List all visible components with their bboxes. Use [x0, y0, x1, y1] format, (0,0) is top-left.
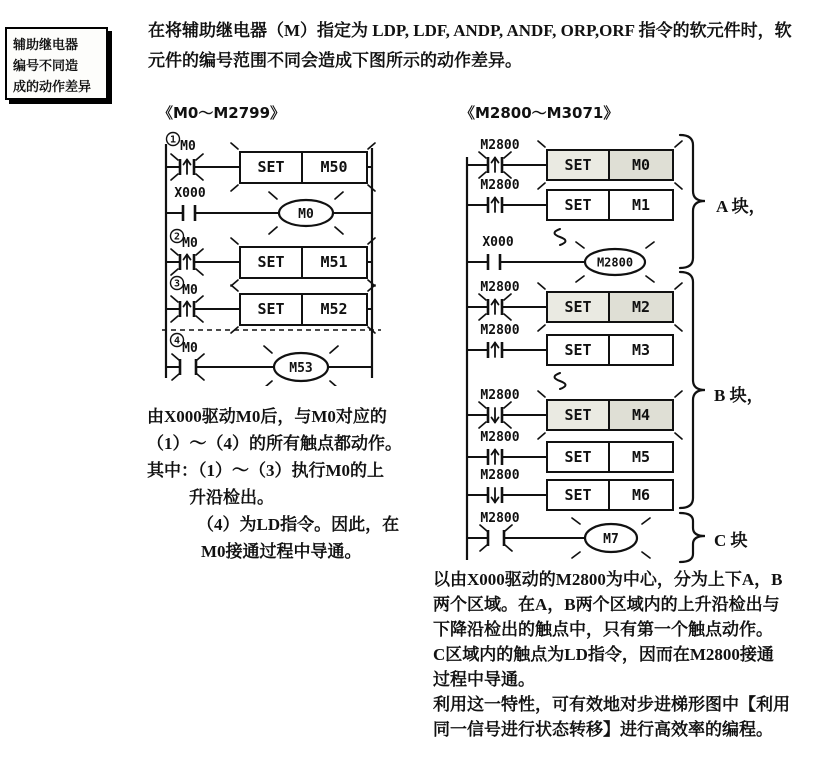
caption-line: 两个区域。在A，B两个区域内的上升沿检出与 [433, 595, 780, 614]
action-label: SET [564, 486, 592, 504]
device-label: M4 [631, 406, 651, 424]
ladder-row [467, 430, 673, 472]
ladder-diagram-m0 [140, 130, 390, 386]
rising-edge-icon [492, 158, 499, 173]
caption-line: （4）为LD指令。因此，在 [197, 515, 400, 534]
right-ladder-header: 《M2800～M3071》 [460, 104, 619, 122]
ladder-row [467, 468, 673, 510]
rising-edge-icon [184, 302, 191, 317]
device-label: M0 [631, 156, 651, 174]
action-label: SET [564, 196, 592, 214]
device-label: M52 [320, 300, 348, 318]
action-label: SET [257, 158, 285, 176]
action-label: SET [257, 300, 285, 318]
ladder-row [467, 178, 673, 220]
contact-label: M0 [182, 283, 198, 298]
caption-line: 以由X000驱动的M2800为中心，分为上下A，B [433, 570, 783, 589]
contact-label: M2800 [480, 280, 520, 295]
caption-line: M0接通过程中导通。 [201, 542, 362, 561]
contact-label: M0 [182, 341, 198, 356]
device-label: M6 [631, 486, 651, 504]
ladder-row [166, 334, 372, 387]
block-c-brace [680, 513, 705, 562]
block-a-brace [680, 135, 705, 268]
ladder-row [467, 235, 654, 282]
coil-label: M2800 [596, 255, 634, 270]
contact-label: X000 [482, 235, 514, 250]
contact-label: M2800 [480, 388, 520, 403]
rising-edge-icon [492, 343, 499, 358]
intro-line: 元件的编号范围不同会造成下图所示的动作差异。 [148, 51, 522, 70]
caption-line: 利用这一特性，可有效地对步进梯形图中【利用 [433, 695, 790, 714]
topic-label-line: 成的动作差异 [13, 79, 92, 94]
block-c-label: C 块 [714, 531, 748, 550]
ladder-row [166, 186, 372, 234]
block-a-label: A 块， [716, 197, 766, 216]
action-label: SET [564, 156, 592, 174]
block-b-brace [680, 272, 705, 508]
caption-line: C区域内的触点为LD指令，因而在M2800接通 [433, 645, 774, 664]
caption-line: 由X000驱动M0后，与M0对应的 [147, 407, 387, 426]
coil-label: M0 [298, 207, 314, 222]
intro-line: 在将辅助继电器（M）指定为 LDP, LDF, ANDP, ANDF, ORP,ORF 指令的软元件时，软 [148, 21, 792, 40]
ladder-row [166, 133, 375, 192]
action-label: SET [564, 341, 592, 359]
action-label: SET [564, 406, 592, 424]
topic-label-line: 辅助继电器 [13, 37, 79, 52]
coil-label: M53 [289, 361, 313, 376]
action-label: SET [564, 298, 592, 316]
contact-label: M0 [182, 236, 198, 251]
topic-label-line: 编号不同造 [13, 58, 79, 73]
device-label: M50 [320, 158, 348, 176]
ladder-row [467, 511, 650, 558]
rising-edge-icon [492, 198, 499, 213]
left-caption [147, 403, 447, 565]
falling-edge-icon [492, 488, 499, 503]
contact-label: X000 [174, 186, 206, 201]
contact-label: M2800 [480, 511, 520, 526]
device-label: M3 [631, 341, 651, 359]
left-ladder-header: 《M0～M2799》 [158, 104, 286, 122]
device-label: M5 [631, 448, 651, 466]
rising-edge-icon [492, 300, 499, 315]
block-b-label: B 块， [714, 386, 764, 405]
caption-line: 升沿检出。 [189, 488, 274, 507]
contact-label: M2800 [480, 430, 520, 445]
device-label: M2 [631, 298, 651, 316]
contact-label: M2800 [480, 138, 520, 153]
topic-label-box [5, 27, 108, 100]
caption-line: 同一信号进行状态转移】进行高效率的编程。 [433, 720, 773, 739]
caption-line: 下降沿检出的触点中，只有第一个触点动作。 [433, 620, 773, 639]
ladder-row [166, 277, 375, 334]
falling-edge-icon [492, 408, 499, 423]
badge-number: 1 [169, 134, 177, 146]
badge-number: 3 [173, 278, 181, 290]
contact-label: M2800 [480, 468, 520, 483]
contact-label: M2800 [480, 178, 520, 193]
ladder-row [467, 323, 673, 365]
action-label: SET [564, 448, 592, 466]
continuation-squiggle [555, 229, 566, 245]
caption-line: 过程中导通。 [433, 670, 535, 689]
contact-label: M2800 [480, 323, 520, 338]
continuation-squiggle [555, 373, 566, 389]
caption-line: （1）～（4）的所有触点都动作。 [147, 434, 402, 453]
ladder-row [166, 230, 375, 287]
badge-number: 4 [173, 335, 181, 347]
right-caption [433, 567, 828, 742]
rising-edge-icon [184, 255, 191, 270]
rising-edge-icon [184, 160, 191, 175]
caption-line: 其中：（1）～（3）执行M0的上 [147, 461, 385, 480]
coil-label: M7 [603, 532, 619, 547]
intro-paragraph [148, 16, 824, 76]
device-label: M1 [631, 196, 651, 214]
action-label: SET [257, 253, 285, 271]
badge-number: 2 [173, 231, 181, 243]
device-label: M51 [320, 253, 348, 271]
rising-edge-icon [492, 450, 499, 465]
contact-label: M0 [180, 139, 196, 154]
